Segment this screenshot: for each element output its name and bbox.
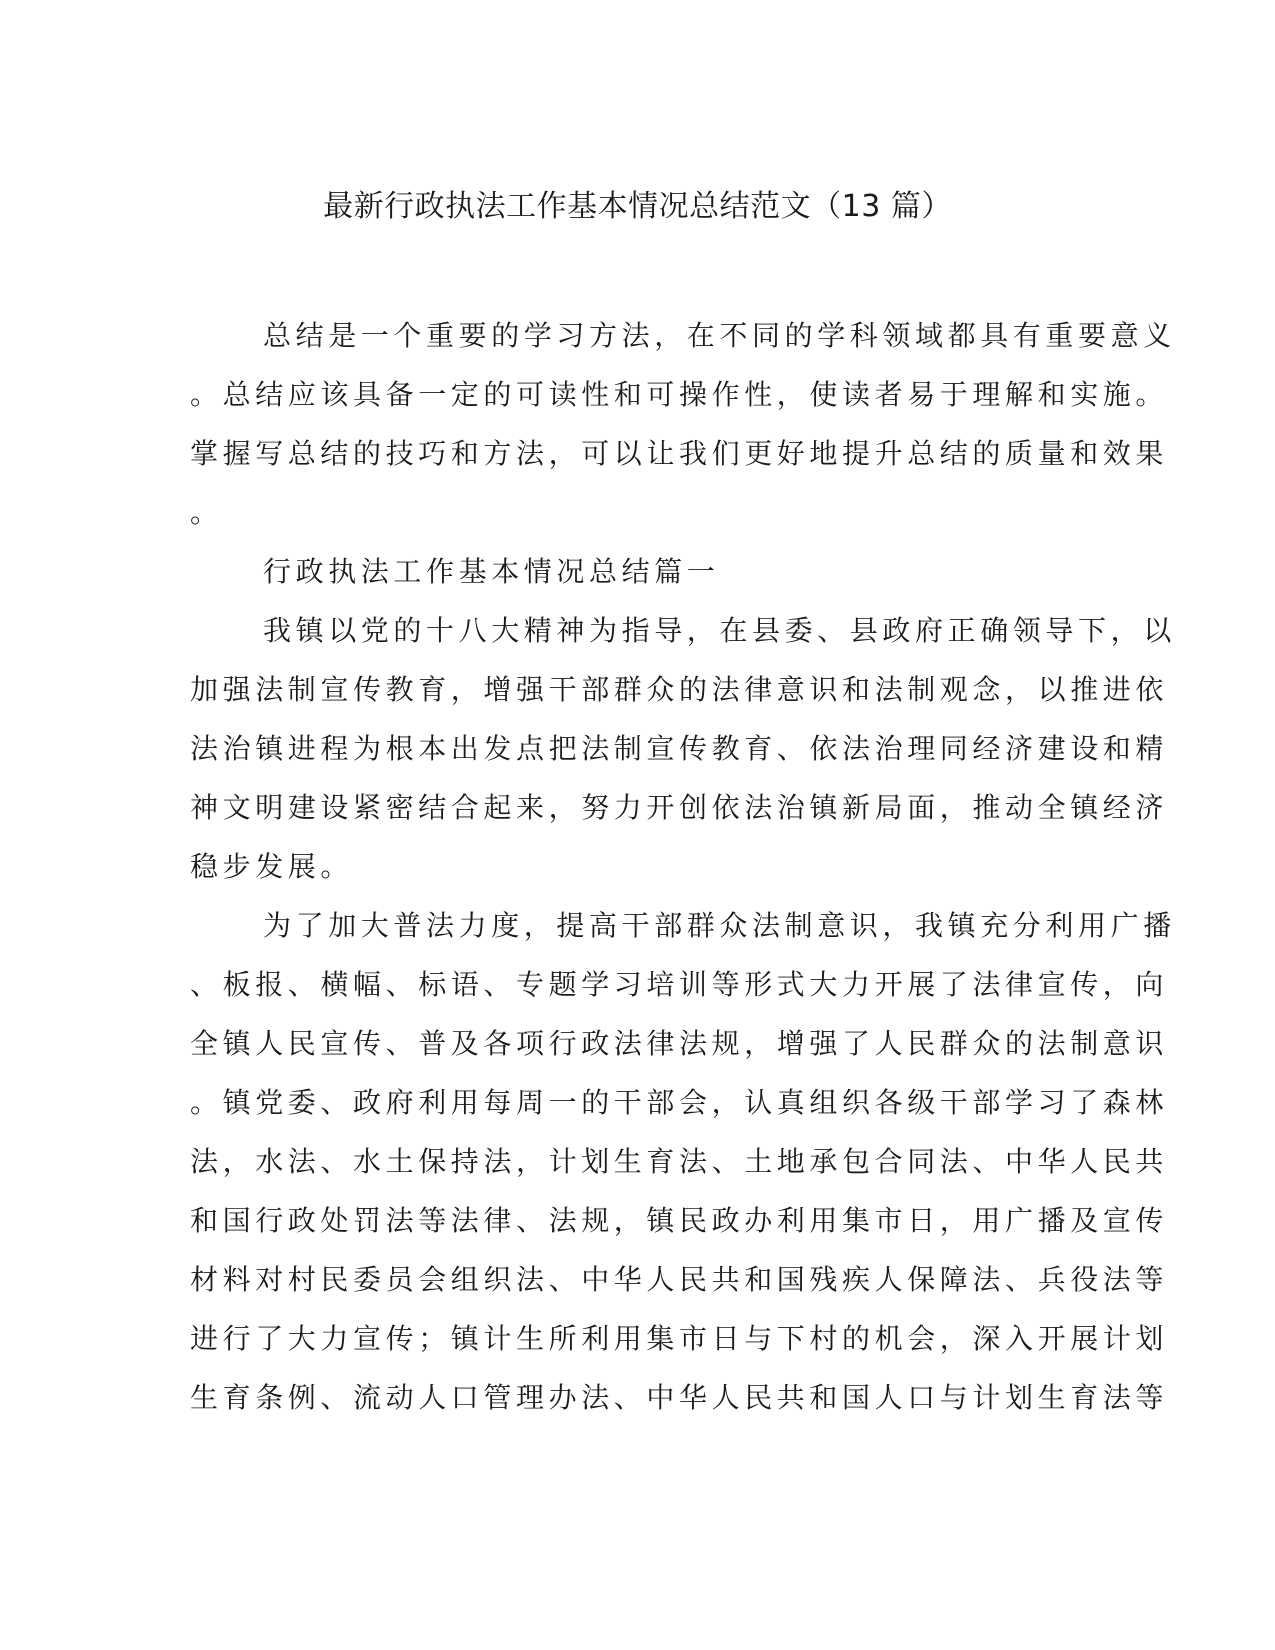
paragraph-line: 我镇以党的十八大精神为指导，在县委、县政府正确领导下，以 [263,614,1176,647]
paragraph-line: 、板报、横幅、标语、专题学习培训等形式大力开展了法律宣传，向 [190,968,1169,1001]
paragraph-line: 进行了大力宣传；镇计生所利用集市日与下村的机会，深入开展计划 [190,1322,1169,1355]
paragraph-line: 全镇人民宣传、普及各项行政法律法规，增强了人民群众的法制意识 [190,1027,1169,1060]
paragraph-line: 神文明建设紧密结合起来，努力开创依法治镇新局面，推动全镇经济 [190,791,1169,824]
paragraph-line: 法治镇进程为根本出发点把法制宣传教育、依法治理同经济建设和精 [190,732,1169,765]
paragraph-line: 材料对村民委员会组织法、中华人民共和国残疾人保障法、兵役法等 [190,1263,1169,1296]
paragraph-line: 为了加大普法力度，提高干部群众法制意识，我镇充分利用广播 [263,909,1176,942]
paragraph-line: 掌握写总结的技巧和方法，可以让我们更好地提升总结的质量和效果 [190,437,1169,470]
paragraph-line: 和国行政处罚法等法律、法规，镇民政办利用集市日，用广播及宣传 [190,1204,1169,1237]
paragraph-line: 稳步发展。 [190,850,354,883]
paragraph-line: 加强法制宣传教育，增强干部群众的法律意识和法制观念，以推进依 [190,673,1169,706]
document-title: 最新行政执法工作基本情况总结范文（13 篇） [323,189,952,224]
paragraph-line: 。镇党委、政府利用每周一的干部会，认真组织各级干部学习了森林 [190,1086,1169,1119]
paragraph-line: 。总结应该具备一定的可读性和可操作性，使读者易于理解和实施。 [190,378,1169,411]
paragraph-line: 法，水法、水土保持法，计划生育法、土地承包合同法、中华人民共 [190,1145,1169,1178]
section-heading: 行政执法工作基本情况总结篇一 [263,555,720,588]
paragraph-line: 生育条例、流动人口管理办法、中华人民共和国人口与计划生育法等 [190,1381,1169,1414]
paragraph-line: 总结是一个重要的学习方法，在不同的学科领域都具有重要意义 [263,319,1176,352]
paragraph-line: 。 [190,496,223,529]
